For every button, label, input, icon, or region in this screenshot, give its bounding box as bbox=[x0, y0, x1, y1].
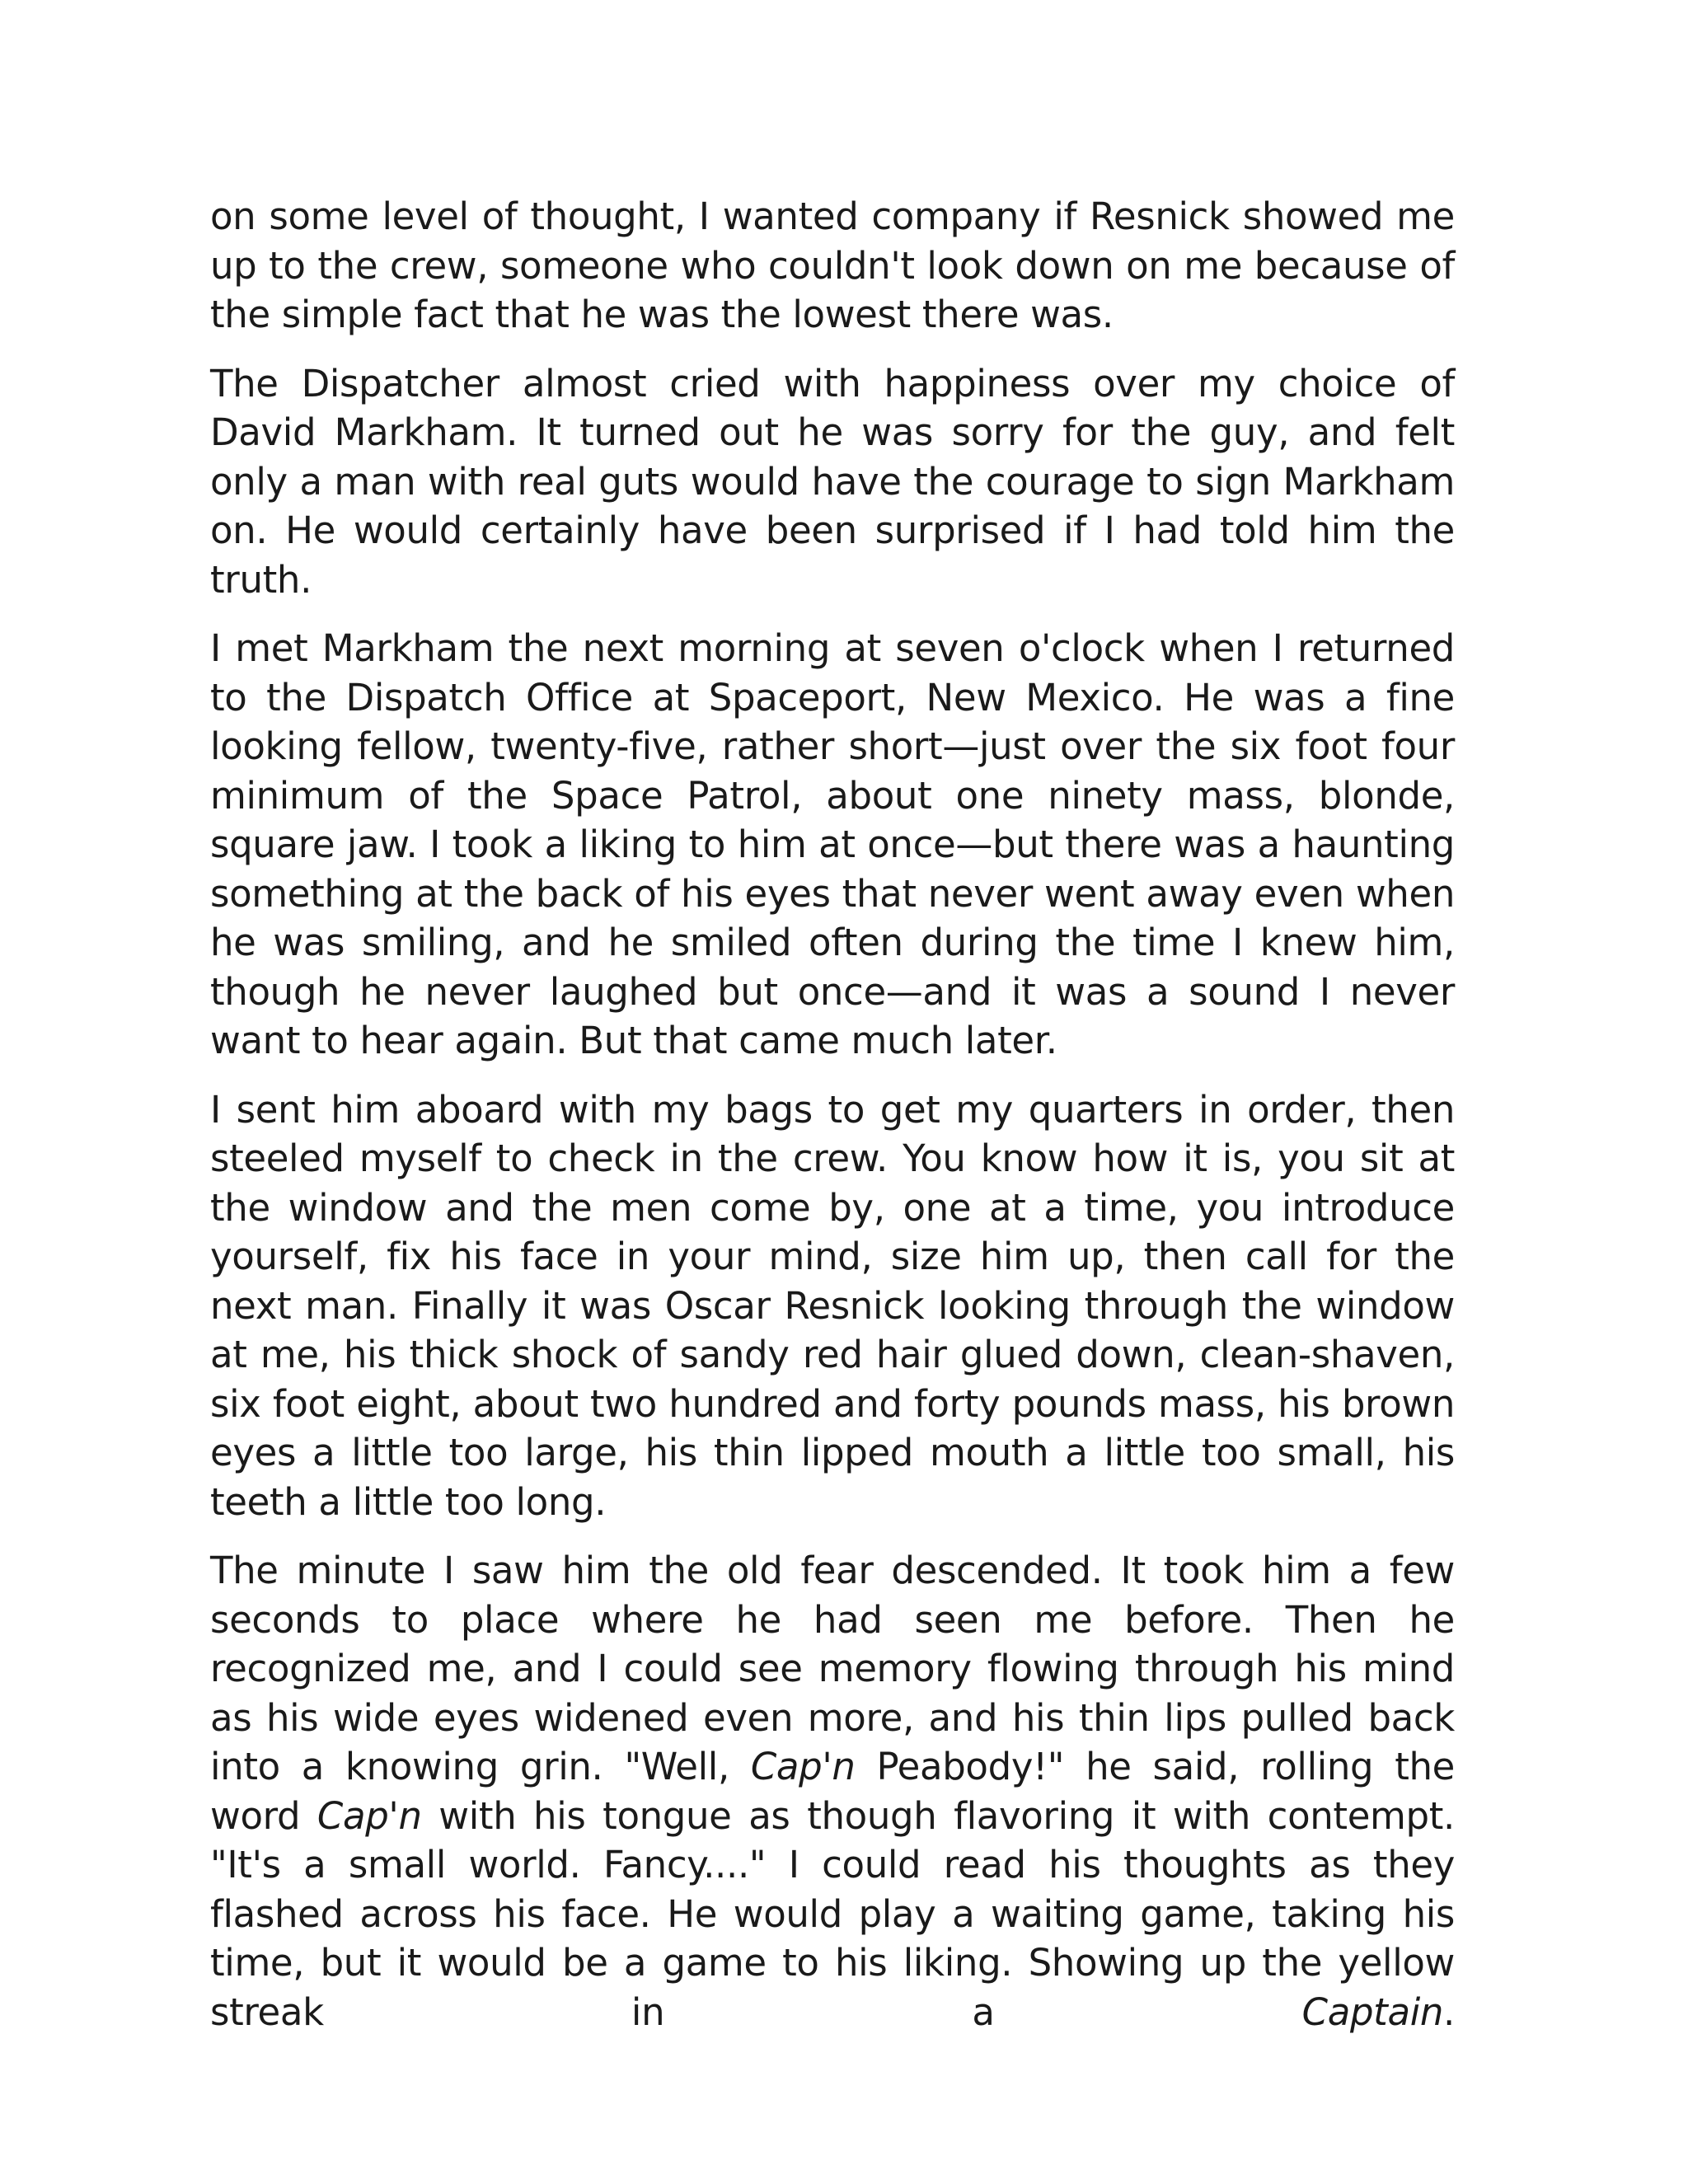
text-segment: with his tongue as though flavoring it with contempt. "It's a small world. Fancy...." I could read his thoughts as they flashed across his face. He would play a waiting game, taking his time, but it would be a game to his liking. Showing up the yellow streak in a bbox=[210, 1793, 1456, 2034]
text-segment: . bbox=[1443, 1990, 1455, 2034]
italic-text-segment: Cap'n bbox=[316, 1793, 422, 1838]
text-segment: The Dispatcher almost cried with happiness over my choice of David Markham. It turned out he was sorry for the guy, and felt only a man with real guts would have the courage to sign Markham on. He would certainly have been surprised if I had told him the truth. bbox=[210, 361, 1455, 602]
body-text bbox=[210, 192, 1455, 2086]
text-segment: Peabody!" he said, rolling the word bbox=[210, 1745, 1455, 1838]
italic-text-segment: Captain bbox=[1301, 1990, 1444, 2034]
paragraph bbox=[210, 192, 1455, 340]
paragraph bbox=[210, 624, 1455, 1066]
text-segment: The minute I saw him the old fear descended. It took him a few seconds to place where he had seen me before. Then he recognized me, and I could see memory flowing through his mind as his wide eyes widened even more, and his thin lips pulled back into a knowing grin. "Well, bbox=[210, 1549, 1455, 1788]
text-segment: I met Markham the next morning at seven o'clock when I returned to the Dispatch Office at Spaceport, New Mexico. He was a fine looking fellow, twenty-five, rather short—just over the six foot four minimum of the Space Patrol, about one ninety mass, blonde, square jaw. I took a liking to him at once—but there was a haunting something at the back of his eyes that never went away even when he was smiling, and he smiled often during the time I knew him, though he never laughed but once—and it was a sound I never want to hear again. But that came much later. bbox=[210, 626, 1455, 1062]
paragraph bbox=[210, 1085, 1455, 1527]
paragraph bbox=[210, 1546, 1455, 2086]
italic-text-segment: Cap'n bbox=[750, 1745, 856, 1788]
paragraph bbox=[210, 359, 1455, 605]
text-segment: on some level of thought, I wanted company if Resnick showed me up to the crew, someone who couldn't look down on me because of the simple fact that he was the lowest there was. bbox=[210, 194, 1455, 336]
text-segment: I sent him aboard with my bags to get my quarters in order, then steeled myself to check in the crew. You know how it is, you sit at the window and the men come by, one at a time, you introduce yourself, fix his face in your mind, size him up, then call for the next man. Finally it was Oscar Resnick looking through the window at me, his thick shock of sandy red hair glued down, clean-shaven, six foot eight, about two hundred and forty pounds mass, his brown eyes a little too large, his thin lipped mouth a little too small, his teeth a little too long. bbox=[210, 1087, 1455, 1524]
